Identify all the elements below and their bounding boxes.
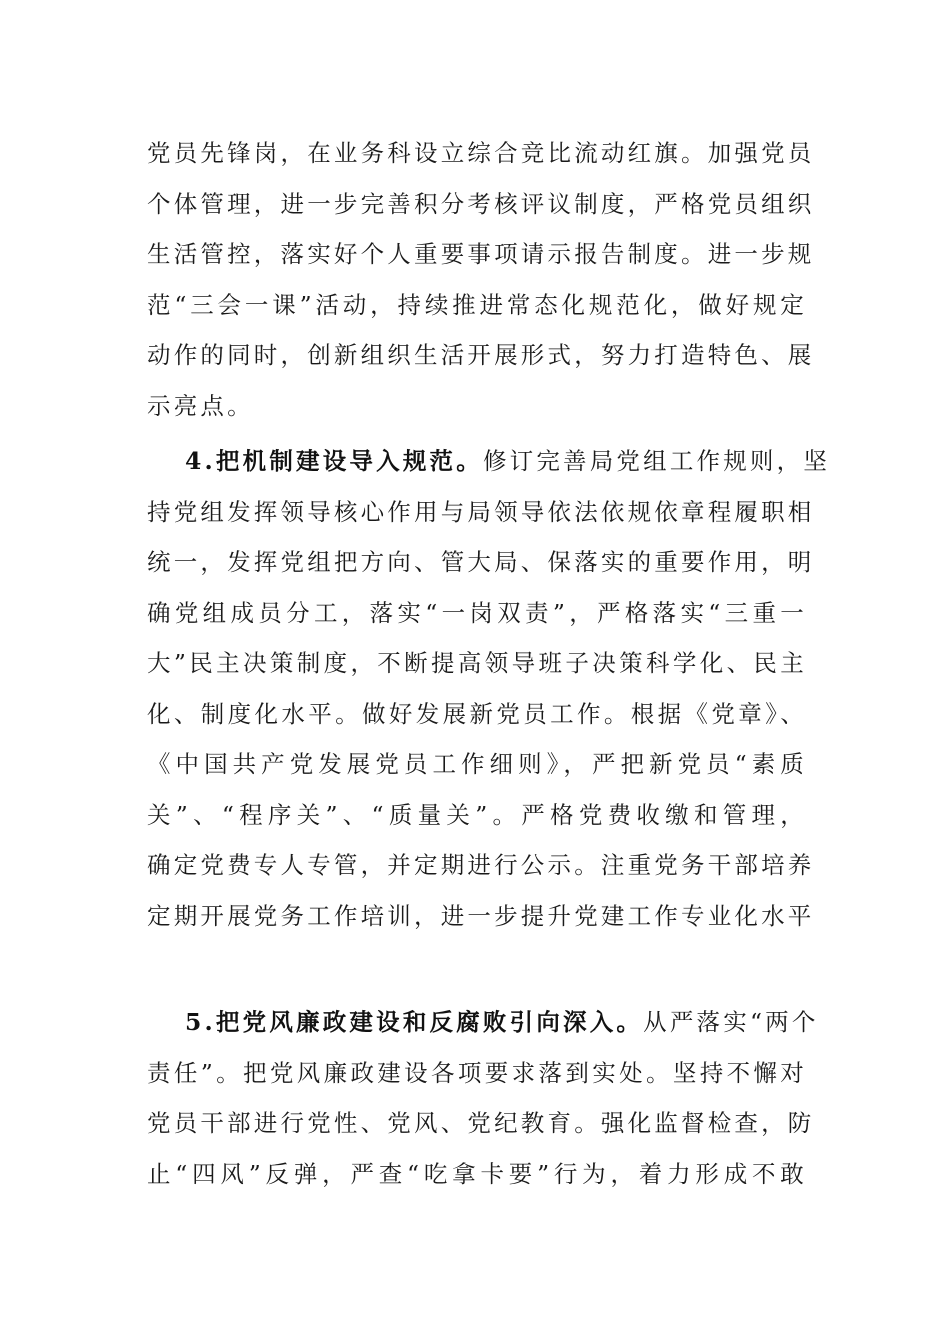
section-heading: 5.把党风廉政建设和反腐败引向深入。 <box>185 1008 644 1036</box>
text-line: 生活管控，落实好个人重要事项请示报告制度。进一步规 <box>147 240 815 268</box>
text-line: 责任”。把党风廉政建设各项要求落到实处。坚持不懈对 <box>147 1058 807 1087</box>
text-run: 从严落实“两个 <box>643 1008 819 1036</box>
text-line: 化、制度化水平。做好发展新党员工作。根据《党章》、 <box>147 699 807 728</box>
text-line: 定期开展党务工作培训，进一步提升党建工作专业化水平 <box>147 901 815 930</box>
text-line: 动作的同时，创新组织生活开展形式，努力打造特色、展 <box>147 341 815 369</box>
text-line: 个体管理，进一步完善积分考核评议制度，严格党员组织 <box>147 189 815 218</box>
text-line: 《中国共产党发展党员工作细则》，严把新党员“素质 <box>147 750 807 778</box>
paragraph-2 <box>147 436 831 941</box>
paragraph-3 <box>147 997 819 1199</box>
text-line: 党员干部进行党性、党风、党纪教育。强化监督检查，防 <box>147 1109 815 1137</box>
paragraph-first-line <box>147 997 819 1048</box>
text-line: 确定党费专人专管，并定期进行公示。注重党务干部培养 <box>147 851 815 879</box>
text-line: 确党组成员分工，落实“一岗双责”，严格落实“三重一 <box>147 598 807 627</box>
text-line: 止“四风”反弹，严查“吃拿卡要”行为，着力形成不敢 <box>147 1159 807 1188</box>
text-line: 统一，发挥党组把方向、管大局、保落实的重要作用，明 <box>147 548 815 576</box>
paragraph-first-line <box>147 436 831 487</box>
text-line: 大”民主决策制度，不断提高领导班子决策科学化、民主 <box>147 649 807 677</box>
section-heading: 4.把机制建设导入规范。 <box>185 447 483 475</box>
paragraph-1 <box>147 128 815 431</box>
text-line: 范“三会一课”活动，持续推进常态化规范化，做好规定 <box>147 290 807 319</box>
text-line: 党员先锋岗，在业务科设立综合竞比流动红旗。加强党员 <box>147 139 815 167</box>
text-line: 持党组发挥领导核心作用与局领导依法依规依章程履职相 <box>147 497 815 526</box>
text-line: 关”、“程序关”、“质量关”。严格党费收缴和管理， <box>147 800 807 829</box>
text-line: 示亮点。 <box>147 391 254 420</box>
text-run: 修订完善局党组工作规则，坚 <box>482 447 831 475</box>
